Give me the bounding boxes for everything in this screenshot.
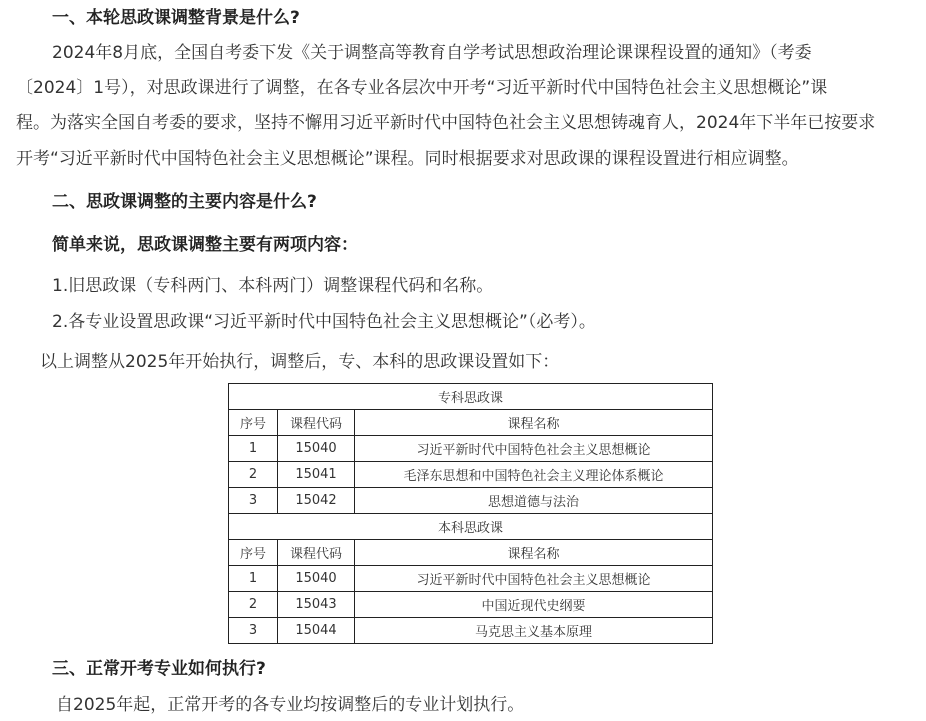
header-name: 课程名称 bbox=[355, 410, 713, 436]
section2-heading: 二、思政课调整的主要内容是什么? bbox=[52, 192, 317, 212]
section1-line-4: 开考“习近平新时代中国特色社会主义思想概论”课程。同时根据要求对思政课的课程设置进行相应调整。 bbox=[16, 149, 799, 169]
table-row bbox=[229, 592, 713, 618]
section2-summary: 简单来说，思政课调整主要有两项内容： bbox=[52, 235, 358, 255]
cell-code: 15041 bbox=[278, 462, 355, 488]
cell-no: 3 bbox=[229, 488, 278, 514]
section1-line-2: 〔2024〕1号），对思政课进行了调整，在各专业各层次中开考“习近平新时代中国特色社会主义思想概论”课 bbox=[16, 78, 828, 98]
cell-no: 3 bbox=[229, 618, 278, 644]
table-section-row bbox=[229, 384, 713, 410]
table-header-row bbox=[229, 410, 713, 436]
cell-code: 15042 bbox=[278, 488, 355, 514]
cell-no: 1 bbox=[229, 436, 278, 462]
header-name: 课程名称 bbox=[355, 540, 713, 566]
cell-name: 毛泽东思想和中国特色社会主义理论体系概论 bbox=[355, 462, 713, 488]
section3-text: 自2025年起，正常开考的各专业均按调整后的专业计划执行。 bbox=[56, 695, 525, 715]
section2-item-1: 1.旧思政课（专科两门、本科两门）调整课程代码和名称。 bbox=[52, 276, 494, 296]
table-row bbox=[229, 462, 713, 488]
cell-no: 2 bbox=[229, 592, 278, 618]
table-section-row bbox=[229, 514, 713, 540]
header-no: 序号 bbox=[229, 540, 278, 566]
header-code: 课程代码 bbox=[278, 540, 355, 566]
section1-line-1: 2024年8月底，全国自考委下发《关于调整高等教育自学考试思想政治理论课课程设置的通知》（考委 bbox=[52, 43, 812, 63]
cell-code: 15044 bbox=[278, 618, 355, 644]
benke-title: 本科思政课 bbox=[229, 514, 713, 540]
table-row bbox=[229, 566, 713, 592]
table-row bbox=[229, 436, 713, 462]
section3-heading: 三、正常开考专业如何执行? bbox=[52, 659, 266, 679]
cell-name: 习近平新时代中国特色社会主义思想概论 bbox=[355, 566, 713, 592]
cell-name: 中国近现代史纲要 bbox=[355, 592, 713, 618]
table-header-row bbox=[229, 540, 713, 566]
zhuanke-title: 专科思政课 bbox=[229, 384, 713, 410]
cell-no: 2 bbox=[229, 462, 278, 488]
cell-name: 马克思主义基本原理 bbox=[355, 618, 713, 644]
cell-code: 15043 bbox=[278, 592, 355, 618]
table-row bbox=[229, 618, 713, 644]
cell-name: 思想道德与法治 bbox=[355, 488, 713, 514]
cell-no: 1 bbox=[229, 566, 278, 592]
section2-item-2: 2.各专业设置思政课“习近平新时代中国特色社会主义思想概论”（必考）。 bbox=[52, 312, 596, 332]
cell-code: 15040 bbox=[278, 566, 355, 592]
header-code: 课程代码 bbox=[278, 410, 355, 436]
section1-line-3: 程。为落实全国自考委的要求，坚持不懈用习近平新时代中国特色社会主义思想铸魂育人，2024年下半年已按要求 bbox=[16, 113, 876, 133]
header-no: 序号 bbox=[229, 410, 278, 436]
course-table bbox=[228, 383, 713, 644]
cell-name: 习近平新时代中国特色社会主义思想概论 bbox=[355, 436, 713, 462]
section2-intro: 以上调整从2025年开始执行，调整后，专、本科的思政课设置如下： bbox=[40, 352, 560, 372]
section1-heading: 一、本轮思政课调整背景是什么? bbox=[52, 8, 300, 28]
cell-code: 15040 bbox=[278, 436, 355, 462]
table-row bbox=[229, 488, 713, 514]
